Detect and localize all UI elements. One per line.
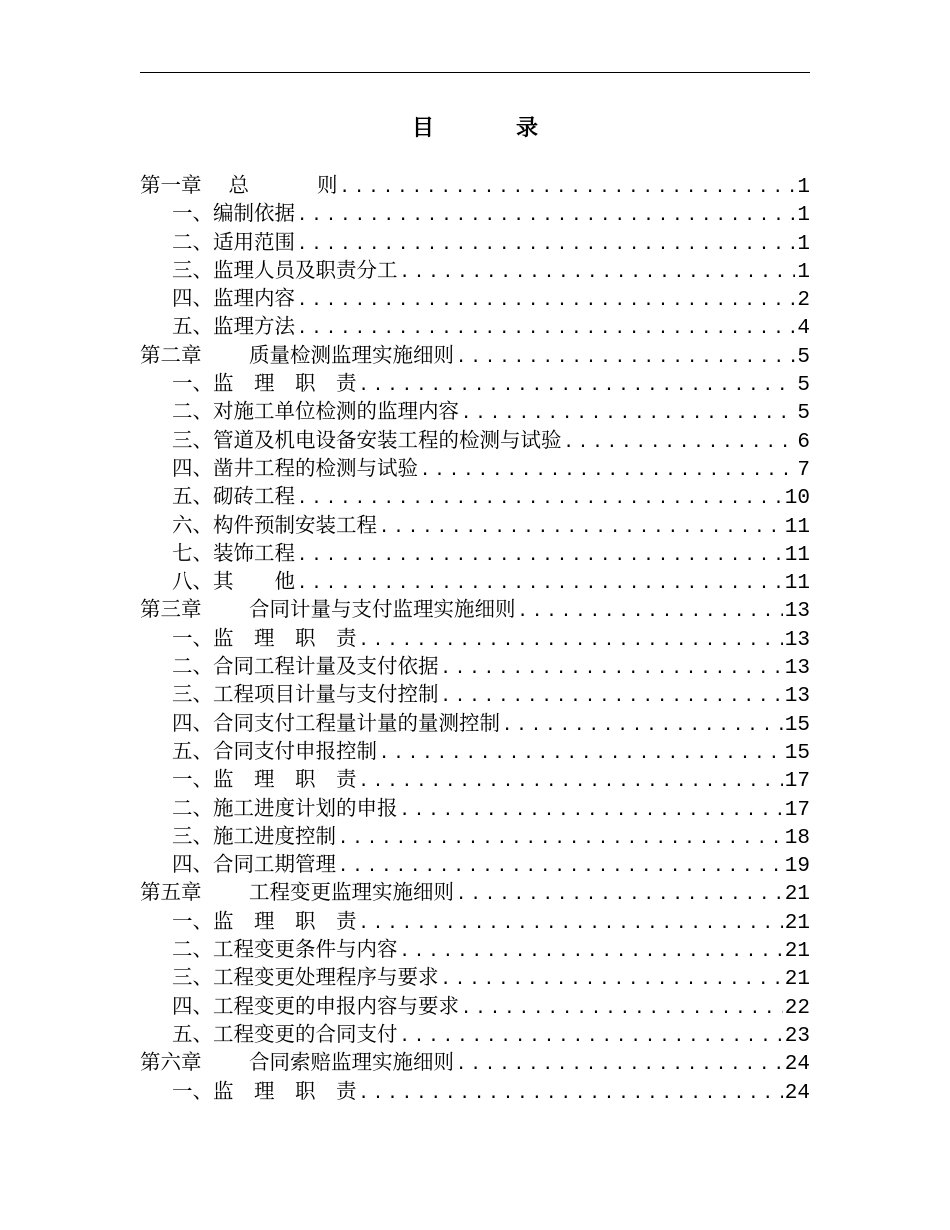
toc-title-left: 目 [411,115,434,141]
toc-entry-title: 五、监理方法 [172,314,295,339]
toc-entry-title: 二、合同工程计量及支付依据 [172,654,439,679]
toc-entry-title: 八、其 他 [172,569,295,594]
toc-chapter-entry[interactable] [140,171,810,199]
toc-section-entry[interactable] [140,794,810,822]
toc-page-number: 21 [784,911,810,935]
toc-section-entry[interactable] [140,256,810,284]
toc-page-number: 24 [784,1053,810,1077]
toc-section-entry[interactable] [140,850,810,878]
toc-section-entry[interactable] [140,312,810,340]
toc-entry-title: 五、合同支付申报控制 [172,738,377,763]
toc-page-number: 1 [797,176,810,199]
toc-page-number: 4 [797,317,810,341]
toc-dot-leader [338,824,783,850]
toc-page-number: 1 [797,204,810,228]
toc-dot-leader [297,201,795,227]
toc-entry-title: 三、监理人员及职责分工 [172,257,398,282]
toc-list [140,171,810,1105]
toc-dot-leader [441,965,783,991]
toc-section-entry[interactable] [140,935,810,963]
toc-entry-title: 六、构件预制安装工程 [172,512,377,537]
toc-dot-leader [441,682,783,708]
toc-page-number: 21 [784,883,810,907]
toc-section-entry[interactable] [140,199,810,227]
toc-section-entry[interactable] [140,907,810,935]
toc-chapter-entry[interactable] [140,595,810,623]
toc-dot-leader [359,371,796,397]
toc-chapter-entry[interactable] [140,341,810,369]
toc-entry-title: 四、监理内容 [172,286,295,311]
toc-section-entry[interactable] [140,1020,810,1048]
toc-dot-leader [564,428,796,454]
toc-entry-title: 四、合同支付工程量计量的量测控制 [172,710,500,735]
toc-page-number: 10 [784,487,810,511]
toc-section-entry[interactable] [140,822,810,850]
toc-title [140,112,810,144]
toc-page-number: 13 [784,685,810,709]
header-rule [140,72,810,73]
toc-dot-leader [400,796,783,822]
toc-entry-title: 一、监 理 职 责 [172,1078,357,1103]
toc-dot-leader [297,569,783,595]
toc-entry-title: 第六章 合同索赔监理实施细则 [140,1050,455,1075]
toc-dot-leader [456,1050,783,1076]
toc-section-entry[interactable] [140,454,810,482]
toc-dot-leader [379,739,783,765]
toc-section-entry[interactable] [140,624,810,652]
toc-dot-leader [340,173,796,199]
toc-entry-title: 三、工程变更处理程序与要求 [172,965,439,990]
toc-dot-leader [420,456,795,482]
toc-page-number: 13 [784,657,810,681]
toc-dot-leader [297,484,783,510]
toc-entry-title: 一、监 理 职 责 [172,625,357,650]
toc-dot-leader [359,767,783,793]
toc-entry-title: 四、工程变更的申报内容与要求 [172,993,459,1018]
toc-page-number: 21 [784,940,810,964]
toc-section-entry[interactable] [140,737,810,765]
toc-page-number: 21 [784,968,810,992]
toc-page-number: 17 [784,798,810,822]
toc-section-entry[interactable] [140,963,810,991]
toc-entry-title: 五、砌砖工程 [172,484,295,509]
toc-entry-title: 三、管道及机电设备安装工程的检测与试验 [172,427,562,452]
toc-dot-leader [441,654,783,680]
toc-entry-title: 四、凿井工程的检测与试验 [172,455,418,480]
toc-page-number: 11 [784,515,810,539]
toc-entry-title: 一、监 理 职 责 [172,908,357,933]
toc-page-number: 15 [784,713,810,737]
toc-page-number: 13 [784,600,810,624]
toc-entry-title: 七、装饰工程 [172,540,295,565]
toc-page-number: 7 [797,458,810,482]
toc-section-entry[interactable] [140,709,810,737]
toc-section-entry[interactable] [140,511,810,539]
toc-dot-leader [461,399,795,425]
toc-page-number: 13 [784,628,810,652]
toc-page-number: 5 [797,345,810,369]
toc-page-number: 17 [784,770,810,794]
toc-section-entry[interactable] [140,992,810,1020]
toc-page-number: 6 [797,430,810,454]
toc-chapter-entry[interactable] [140,1048,810,1076]
toc-page-number: 18 [784,826,810,850]
toc-section-entry[interactable] [140,765,810,793]
toc-chapter-entry[interactable] [140,878,810,906]
toc-dot-leader [518,597,783,623]
toc-entry-title: 第三章 合同计量与支付监理实施细则 [140,597,516,622]
toc-entry-title: 二、施工进度计划的申报 [172,795,398,820]
toc-page-number: 11 [784,543,810,567]
toc-page-number: 2 [797,289,810,313]
toc-section-entry[interactable] [140,652,810,680]
toc-dot-leader [400,1022,783,1048]
toc-entry-title: 一、编制依据 [172,201,295,226]
toc-title-right: 录 [516,115,539,141]
toc-entry-title: 一、监 理 职 责 [172,767,357,792]
toc-entry-title: 第二章 质量检测监理实施细则 [140,342,455,367]
toc-dot-leader [297,230,795,256]
toc-dot-leader [400,258,796,284]
toc-entry-title: 二、适用范围 [172,229,295,254]
toc-section-entry[interactable] [140,369,810,397]
toc-dot-leader [359,626,783,652]
toc-section-entry[interactable] [140,426,810,454]
toc-section-entry[interactable] [140,284,810,312]
toc-section-entry[interactable] [140,397,810,425]
toc-dot-leader [379,513,783,539]
toc-page-number: 22 [784,996,810,1020]
toc-dot-leader [297,314,795,340]
toc-entry-title: 第一章 总 则 [140,173,338,197]
toc-section-entry[interactable] [140,680,810,708]
toc-entry-title: 二、对施工单位检测的监理内容 [172,399,459,424]
toc-entry-title: 三、工程项目计量与支付控制 [172,682,439,707]
toc-dot-leader [359,909,783,935]
toc-dot-leader [359,1079,783,1105]
toc-page-number: 11 [784,572,810,596]
toc-page-number: 5 [797,374,810,398]
toc-entry-title: 五、工程变更的合同支付 [172,1021,398,1046]
toc-dot-leader [502,711,783,737]
toc-page-number: 1 [797,260,810,284]
toc-section-entry[interactable] [140,482,810,510]
toc-entry-title: 二、工程变更条件与内容 [172,937,398,962]
toc-section-entry[interactable] [140,539,810,567]
toc-entry-title: 一、监 理 职 责 [172,371,357,396]
toc-page-number: 15 [784,741,810,765]
toc-dot-leader [456,880,783,906]
toc-dot-leader [297,541,783,567]
toc-section-entry[interactable] [140,1077,810,1105]
toc-section-entry[interactable] [140,228,810,256]
toc-entry-title: 四、合同工期管理 [172,852,336,877]
toc-dot-leader [338,852,783,878]
toc-dot-leader [297,286,795,312]
toc-entry-title: 第五章 工程变更监理实施细则 [140,880,455,905]
toc-entry-title: 三、施工进度控制 [172,823,336,848]
toc-section-entry[interactable] [140,567,810,595]
toc-page-number: 5 [797,402,810,426]
toc-page-number: 23 [784,1024,810,1048]
toc-dot-leader [400,937,783,963]
toc-dot-leader [456,343,795,369]
toc-page-number: 24 [784,1081,810,1105]
toc-page-number: 1 [797,232,810,256]
toc-dot-leader [461,994,783,1020]
toc-page-number: 19 [784,855,810,879]
